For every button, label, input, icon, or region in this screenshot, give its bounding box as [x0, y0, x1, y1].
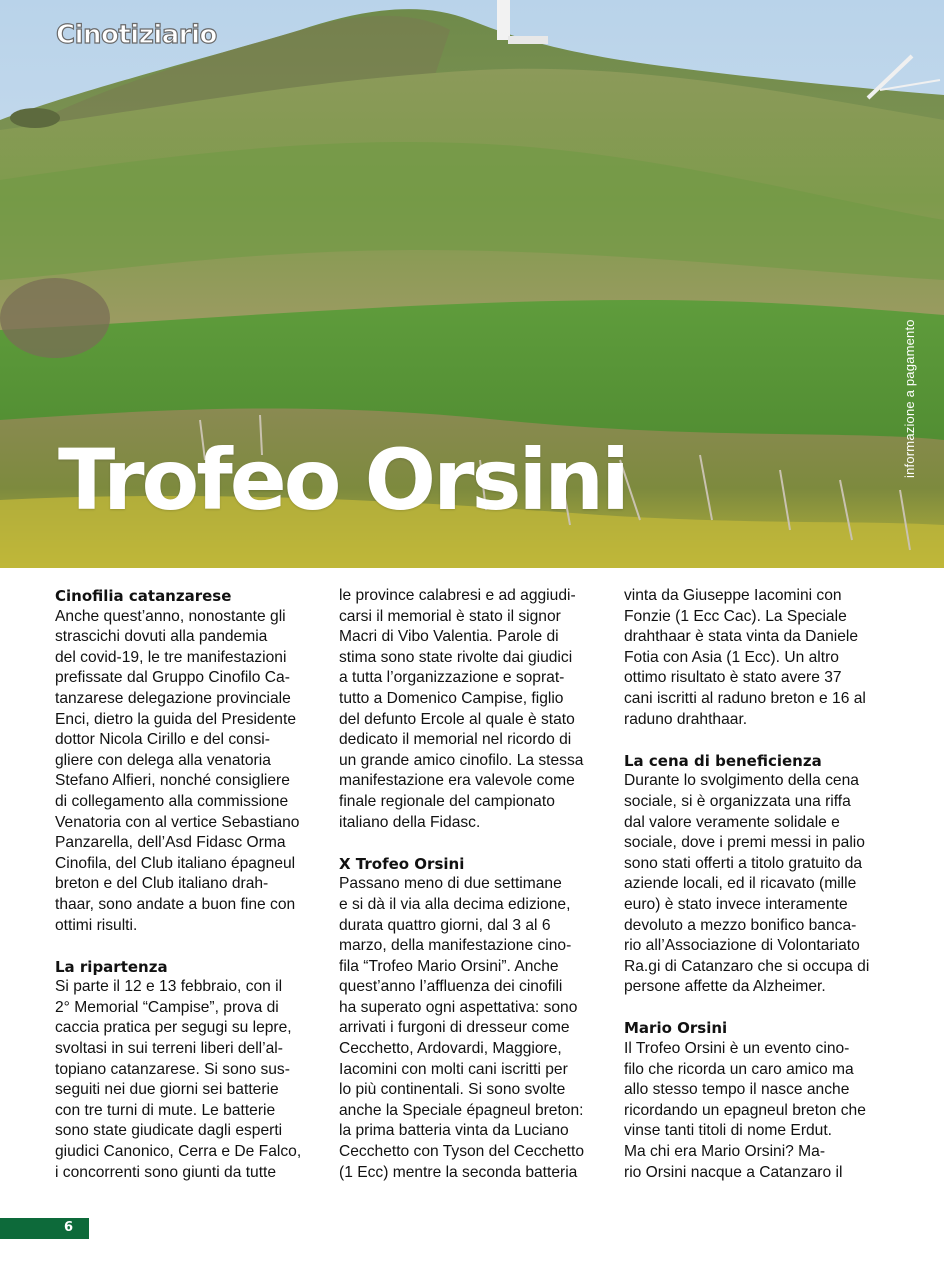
text-line: Passano meno di due settimane: [339, 875, 562, 893]
text-line: vinse tanti titoli di nome Erdut.: [624, 1122, 833, 1140]
text-line: stima sono state rivolte dai giudici: [339, 648, 573, 666]
text-line: un grande amico cinofilo. La stessa: [339, 751, 584, 769]
text-line: manifestazione era valevole come: [339, 772, 575, 790]
paragraph: [624, 771, 894, 998]
text-line: Il Trofeo Orsini è un evento cino-: [624, 1040, 850, 1058]
text-line: 2° Memorial “Campise”, prova di: [55, 998, 279, 1016]
text-column-2: [339, 586, 609, 1183]
paragraph: [55, 607, 325, 937]
text-column-3: [624, 586, 894, 1183]
text-line: ha superato ogni aspettativa: sono: [339, 998, 578, 1016]
text-line: Ma chi era Mario Orsini? Ma-: [624, 1143, 826, 1161]
text-line: carsi il memorial è stato il signor: [339, 607, 561, 625]
text-line: ricordando un epagneul breton che: [624, 1101, 866, 1119]
text-line: euro) è stato invece interamente: [624, 895, 848, 913]
text-line: Cecchetto con Tyson del Cecchetto: [339, 1143, 585, 1161]
text-line: durata quattro giorni, dal 3 al 6: [339, 916, 551, 934]
text-line: caccia pratica per segugi su lepre,: [55, 1019, 292, 1037]
text-line: sociale, dove i premi messi in palio: [624, 834, 865, 852]
text-line: Fotia con Asia (1 Ecc). Un altro: [624, 648, 839, 666]
text-line: di collegamento alla commissione: [55, 792, 289, 810]
paragraph: [339, 874, 609, 1183]
text-line: Panzarella, dell’Asd Fidasc Orma: [55, 834, 286, 852]
text-line: la prima batteria vinta da Luciano: [339, 1122, 569, 1140]
article-headline: Trofeo Orsini: [58, 431, 627, 529]
text-line: allo stesso tempo il nasce anche: [624, 1081, 850, 1099]
text-line: Iacomini con molti cani iscritti per: [339, 1060, 568, 1078]
paid-content-note: informazione a pagamento: [902, 319, 917, 478]
text-line: rio Orsini nacque a Catanzaro il: [624, 1163, 843, 1181]
text-line: persone affette da Alzheimer.: [624, 978, 826, 996]
text-line: Enci, dietro la guida del Presidente: [55, 710, 296, 728]
page-number: 6: [64, 1220, 74, 1235]
text-line: devoluto a mezzo bonifico banca-: [624, 916, 857, 934]
text-line: drahthaar è stata vinta da Daniele: [624, 628, 859, 646]
text-line: prefissate dal Gruppo Cinofilo Ca-: [55, 669, 290, 687]
text-line: seguiti nei due giorni sei batterie: [55, 1081, 279, 1099]
text-line: cani iscritti al raduno breton e 16 al: [624, 689, 866, 707]
subheading-mario-orsini: Mario Orsini: [624, 1019, 728, 1038]
hero-photo: [0, 0, 944, 568]
page-number-badge: [0, 1218, 89, 1239]
text-line: lo più continentali. Si sono svolte: [339, 1081, 566, 1099]
paragraph: [624, 586, 894, 730]
text-line: anche la Speciale épagneul breton:: [339, 1101, 584, 1119]
text-line: i concorrenti sono giunti da tutte: [55, 1163, 277, 1181]
text-line: sociale, si è organizzata una riffa: [624, 792, 851, 810]
text-line: Venatoria con al vertice Sebastiano: [55, 813, 300, 831]
text-line: Cecchetto, Ardovardi, Maggiore,: [339, 1040, 562, 1058]
subheading-cena: La cena di beneficienza: [624, 751, 822, 770]
text-line: sono state giudicate dagli esperti: [55, 1122, 283, 1140]
text-line: thaar, sono andate a buon fine con: [55, 895, 296, 913]
text-line: Ra.gi di Catanzaro che si occupa di: [624, 957, 870, 975]
section-label: Cinotiziario: [56, 20, 217, 50]
text-line: marzo, della manifestazione cino-: [339, 937, 572, 955]
text-column-1: [55, 586, 325, 1183]
text-line: dedicato il memorial nel ricordo di: [339, 731, 572, 749]
text-line: del defunto Ercole al quale è stato: [339, 710, 575, 728]
text-line: italiano della Fidasc.: [339, 813, 481, 831]
text-line: tutto a Domenico Campise, figlio: [339, 689, 564, 707]
text-line: Anche quest’anno, nonostante gli: [55, 607, 286, 625]
subheading-cinofilia: Cinofilia catanzarese: [55, 587, 232, 605]
text-line: raduno drahthaar.: [624, 710, 748, 728]
text-line: fila “Trofeo Mario Orsini”. Anche: [339, 957, 559, 975]
text-line: Stefano Alfieri, nonché consigliere: [55, 772, 290, 790]
text-line: del covid-19, le tre manifestazioni: [55, 648, 287, 666]
text-line: a tutta l’organizzazione e soprat-: [339, 669, 565, 687]
text-line: Durante lo svolgimento della cena: [624, 772, 859, 790]
text-line: svoltasi in sui terreni liberi dell’al-: [55, 1040, 283, 1058]
text-line: dal valore veramente solidale e: [624, 813, 840, 831]
text-line: giudici Canonico, Cerra e De Falco,: [55, 1143, 302, 1161]
subheading-x-trofeo: X Trofeo Orsini: [339, 854, 465, 873]
text-line: ottimi risulti.: [55, 916, 138, 934]
subheading-ripartenza: La ripartenza: [55, 957, 168, 976]
text-line: ottimo risultato è stato avere 37: [624, 669, 842, 687]
text-line: quest’anno l’affluenza dei cinofili: [339, 978, 563, 996]
text-line: breton e del Club italiano drah-: [55, 875, 269, 893]
text-line: dottor Nicola Cirillo e del consi-: [55, 731, 270, 749]
text-line: strascichi dovuti alla pandemia: [55, 628, 268, 646]
text-line: arrivati i furgoni di dresseur come: [339, 1019, 570, 1037]
text-line: (1 Ecc) mentre la seconda batteria: [339, 1163, 578, 1181]
text-line: vinta da Giuseppe Iacomini con: [624, 587, 842, 604]
paragraph: [55, 977, 325, 1183]
text-line: finale regionale del campionato: [339, 792, 555, 810]
paragraph: [339, 586, 609, 833]
text-line: Fonzie (1 Ecc Cac). La Speciale: [624, 607, 847, 625]
text-line: Si parte il 12 e 13 febbraio, con il: [55, 978, 283, 996]
text-line: sono stati offerti a titolo gratuito da: [624, 854, 863, 872]
text-line: con tre turni di mute. Le batterie: [55, 1101, 276, 1119]
text-line: topiano catanzarese. Si sono sus-: [55, 1060, 290, 1078]
text-line: e si dà il via alla decima edizione,: [339, 895, 571, 913]
text-line: le province calabresi e ad aggiudi-: [339, 587, 576, 604]
text-line: aziende locali, ed il ricavato (mille: [624, 875, 857, 893]
text-line: filo che ricorda un caro amico ma: [624, 1060, 854, 1078]
text-line: tanzarese delegazione provinciale: [55, 689, 291, 707]
paragraph: [624, 1039, 894, 1183]
text-line: gliere con delega alla venatoria: [55, 751, 271, 769]
text-line: Macri di Vibo Valentia. Parole di: [339, 628, 559, 646]
text-line: rio all’Associazione di Volontariato: [624, 937, 860, 955]
text-line: Cinofila, del Club italiano épagneul: [55, 854, 296, 872]
